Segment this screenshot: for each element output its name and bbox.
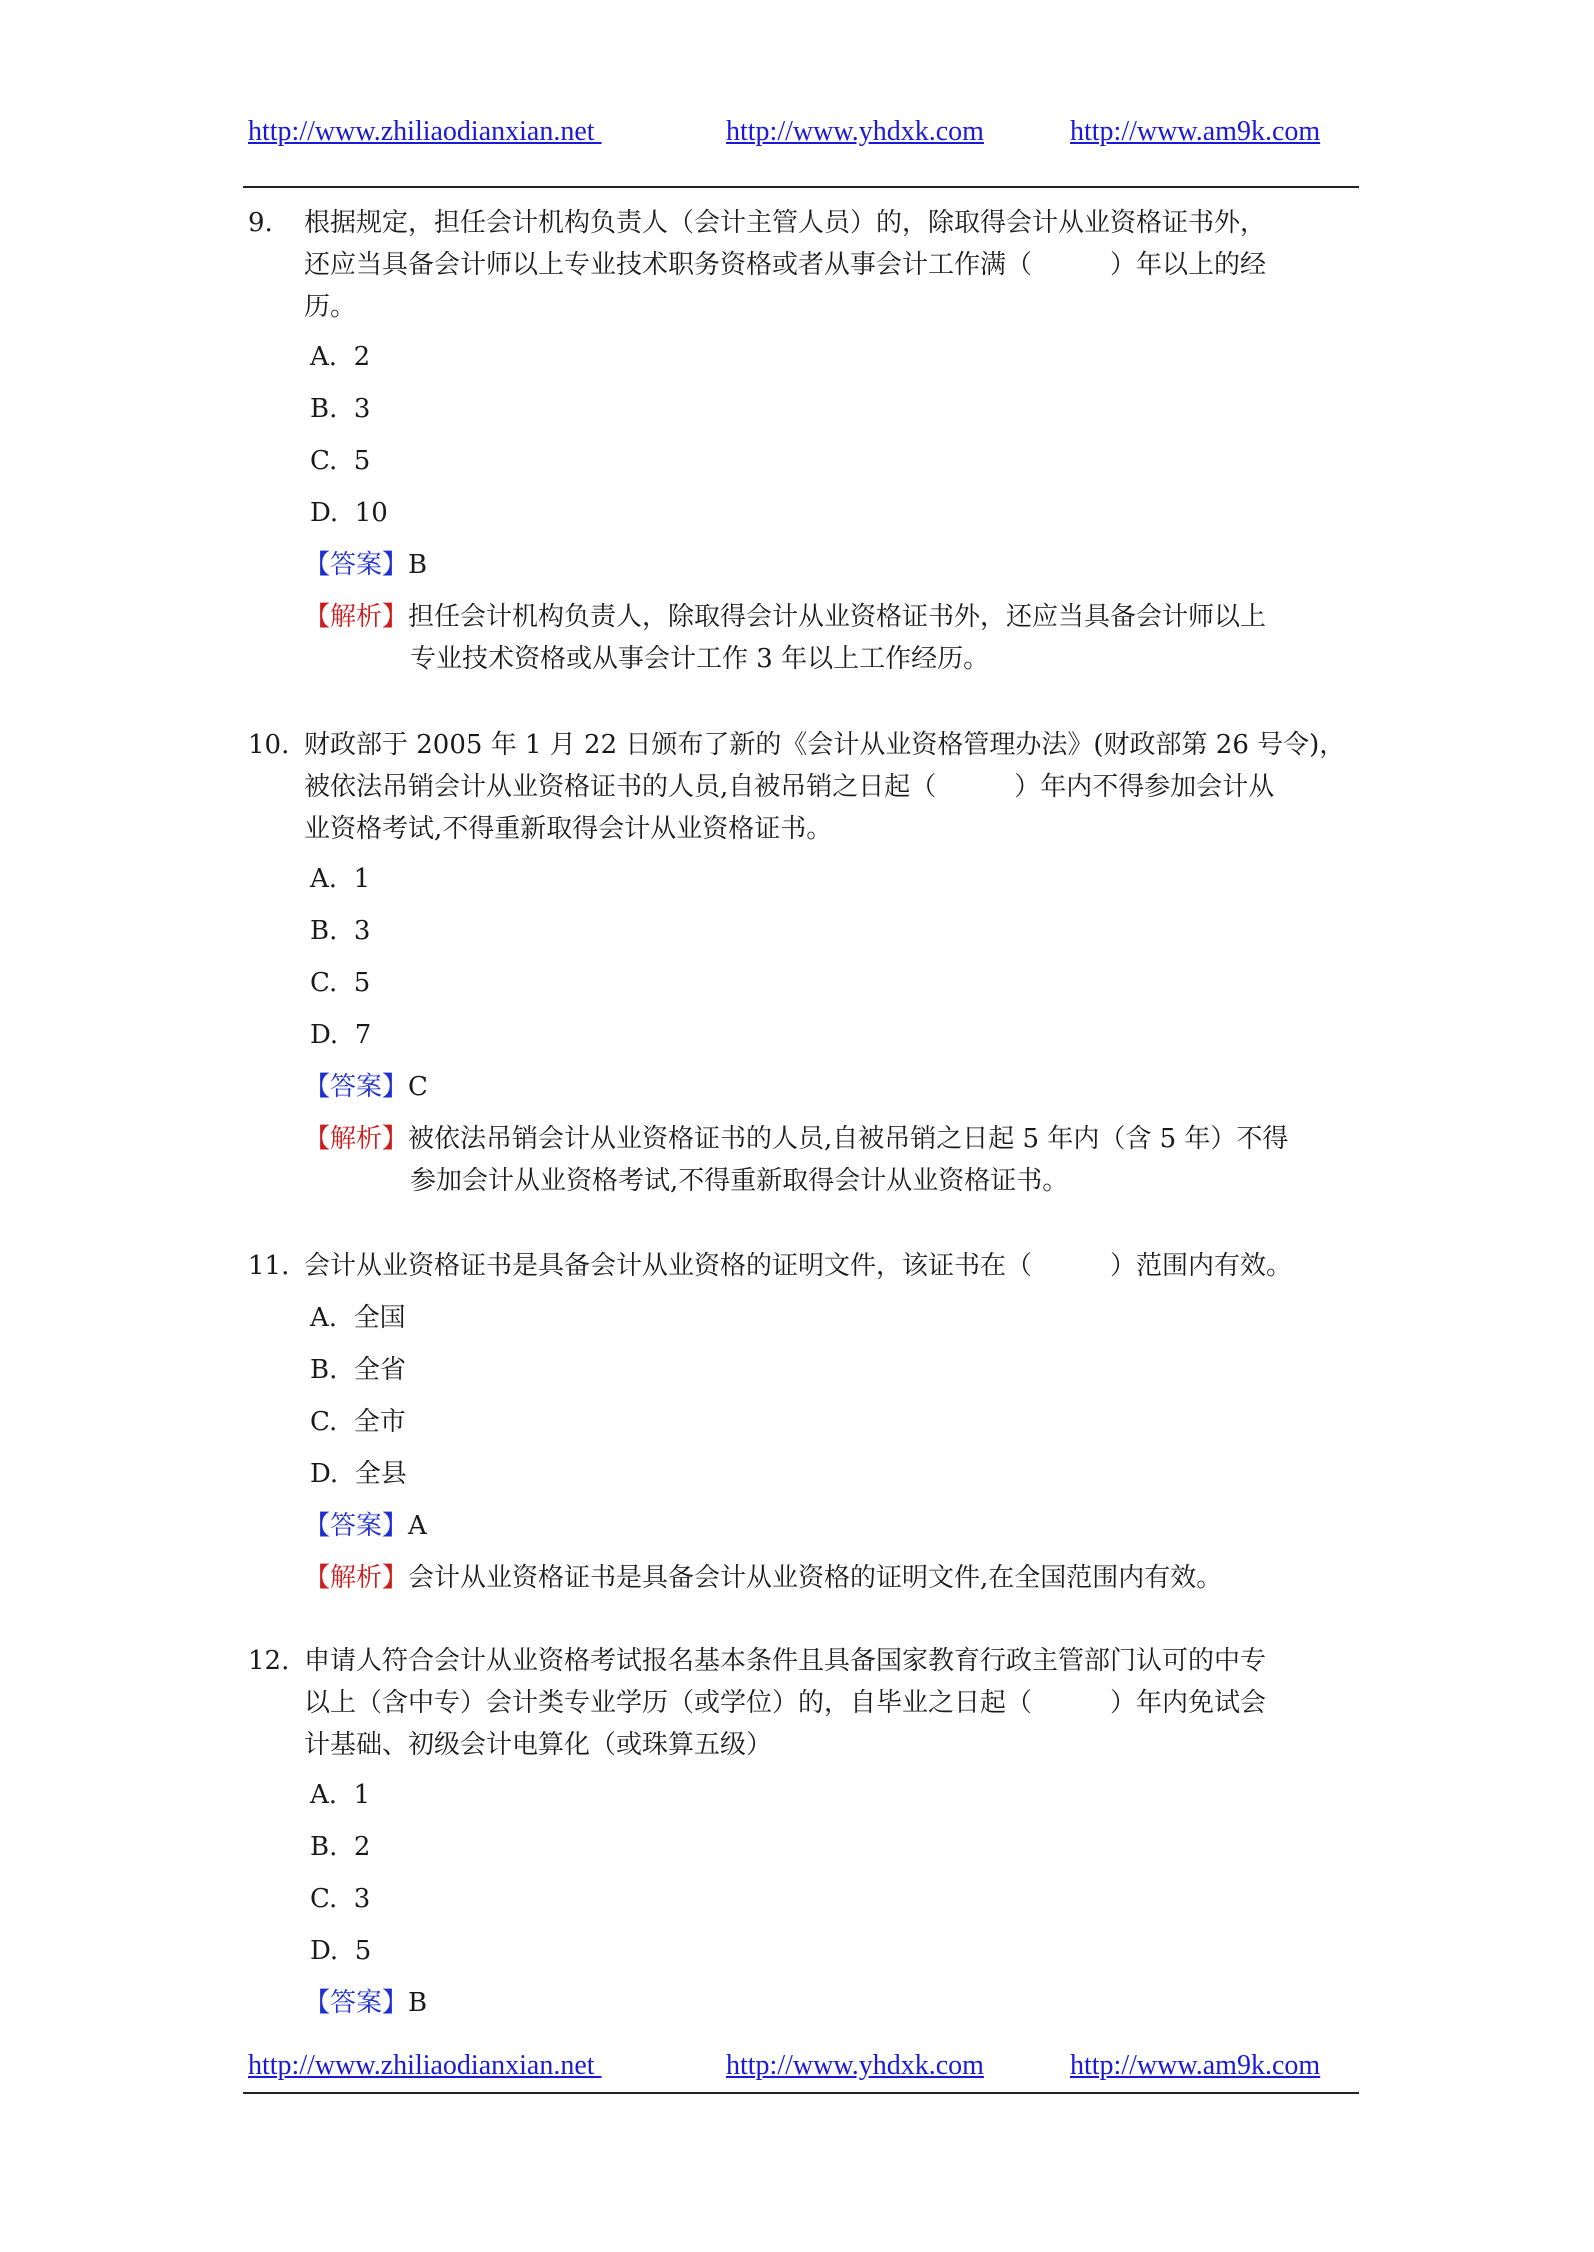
option-d: D. 全县 bbox=[310, 1459, 407, 1489]
question-number: 12. bbox=[248, 1646, 290, 1676]
question-stem bbox=[304, 1640, 1354, 1766]
stem-line: 业资格考试,不得重新取得会计从业资格证书。 bbox=[304, 814, 833, 844]
analysis-line bbox=[304, 1118, 1354, 1160]
analysis-text: 会计从业资格证书是具备会计从业资格的证明文件,在全国范围内有效。 bbox=[408, 1563, 1223, 1593]
option-a: A. 1 bbox=[310, 1780, 371, 1810]
footer-link-yhdxk[interactable]: http://www.yhdxk.com bbox=[726, 2050, 984, 2081]
header-links bbox=[248, 116, 1356, 160]
footer-divider bbox=[243, 2092, 1359, 2094]
answer-tag: 【答案】 bbox=[304, 1988, 409, 2018]
header-link-am9k[interactable]: http://www.am9k.com bbox=[1070, 116, 1321, 147]
option-d: D. 10 bbox=[310, 498, 388, 528]
answer-line bbox=[304, 1982, 427, 2024]
question-stem bbox=[304, 1245, 1354, 1287]
option-b: B. 3 bbox=[310, 394, 371, 424]
question-stem bbox=[304, 202, 1354, 328]
option-d: D. 5 bbox=[310, 1936, 372, 1966]
answer-line bbox=[304, 1505, 427, 1547]
stem-line: 会计从业资格证书是具备会计从业资格的证明文件，该证书在（ ）范围内有效。 bbox=[304, 1251, 1293, 1281]
stem-line: 根据规定，担任会计机构负责人（会计主管人员）的，除取得会计从业资格证书外， bbox=[304, 208, 1267, 238]
analysis-tag: 【解析】 bbox=[304, 602, 409, 632]
answer-value: C bbox=[408, 1072, 428, 1102]
option-b: B. 全省 bbox=[310, 1355, 406, 1385]
stem-line: 还应当具备会计师以上专业技术职务资格或者从事会计工作满（ ）年以上的经 bbox=[304, 250, 1267, 280]
stem-line: 被依法吊销会计从业资格证书的人员,自被吊销之日起（ ）年内不得参加会计从 bbox=[304, 772, 1275, 802]
option-c: C. 全市 bbox=[310, 1407, 406, 1437]
option-a: A. 1 bbox=[310, 864, 371, 894]
footer-links bbox=[248, 2050, 1356, 2094]
analysis-tag: 【解析】 bbox=[304, 1563, 409, 1593]
header-link-zhiliaodianxian[interactable]: http://www.zhiliaodianxian.net bbox=[248, 116, 602, 147]
answer-line bbox=[304, 544, 427, 586]
answer-tag: 【答案】 bbox=[304, 1072, 409, 1102]
question-number: 10. bbox=[248, 730, 290, 760]
header-divider bbox=[243, 186, 1359, 188]
option-c: C. 5 bbox=[310, 446, 371, 476]
answer-tag: 【答案】 bbox=[304, 1511, 409, 1541]
option-c: C. 5 bbox=[310, 968, 371, 998]
question-number: 9. bbox=[248, 208, 273, 238]
option-d: D. 7 bbox=[310, 1020, 372, 1050]
answer-tag: 【答案】 bbox=[304, 550, 409, 580]
stem-line: 财政部于 2005 年 1 月 22 日颁布了新的《会计从业资格管理办法》(财政部第 26 号令)， bbox=[304, 730, 1346, 760]
analysis-text: 被依法吊销会计从业资格证书的人员,自被吊销之日起 5 年内（含 5 年）不得 bbox=[408, 1124, 1289, 1154]
option-b: B. 2 bbox=[310, 1832, 371, 1862]
footer-link-am9k[interactable]: http://www.am9k.com bbox=[1070, 2050, 1321, 2081]
analysis-text: 担任会计机构负责人，除取得会计从业资格证书外，还应当具备会计师以上 bbox=[408, 602, 1267, 632]
stem-line: 计基础、初级会计电算化（或珠算五级） bbox=[304, 1730, 773, 1760]
analysis-continuation: 专业技术资格或从事会计工作 3 年以上工作经历。 bbox=[410, 644, 990, 674]
option-c: C. 3 bbox=[310, 1884, 371, 1914]
answer-line bbox=[304, 1066, 428, 1108]
question-stem bbox=[304, 724, 1354, 850]
option-a: A. 全国 bbox=[310, 1303, 406, 1333]
option-a: A. 2 bbox=[310, 342, 371, 372]
header-link-yhdxk[interactable]: http://www.yhdxk.com bbox=[726, 116, 984, 147]
question-number: 11. bbox=[248, 1251, 290, 1281]
analysis-tag: 【解析】 bbox=[304, 1124, 409, 1154]
stem-line: 申请人符合会计从业资格考试报名基本条件且具备国家教育行政主管部门认可的中专 bbox=[304, 1646, 1267, 1676]
footer-link-zhiliaodianxian[interactable]: http://www.zhiliaodianxian.net bbox=[248, 2050, 602, 2081]
analysis-line bbox=[304, 1557, 1354, 1599]
stem-line: 历。 bbox=[304, 292, 357, 322]
analysis-line bbox=[304, 596, 1354, 638]
answer-value: B bbox=[408, 1988, 428, 2018]
answer-value: A bbox=[408, 1511, 427, 1541]
analysis-continuation: 参加会计从业资格考试,不得重新取得会计从业资格证书。 bbox=[410, 1166, 1069, 1196]
stem-line: 以上（含中专）会计类专业学历（或学位）的，自毕业之日起（ ）年内免试会 bbox=[304, 1688, 1267, 1718]
option-b: B. 3 bbox=[310, 916, 371, 946]
answer-value: B bbox=[408, 550, 428, 580]
